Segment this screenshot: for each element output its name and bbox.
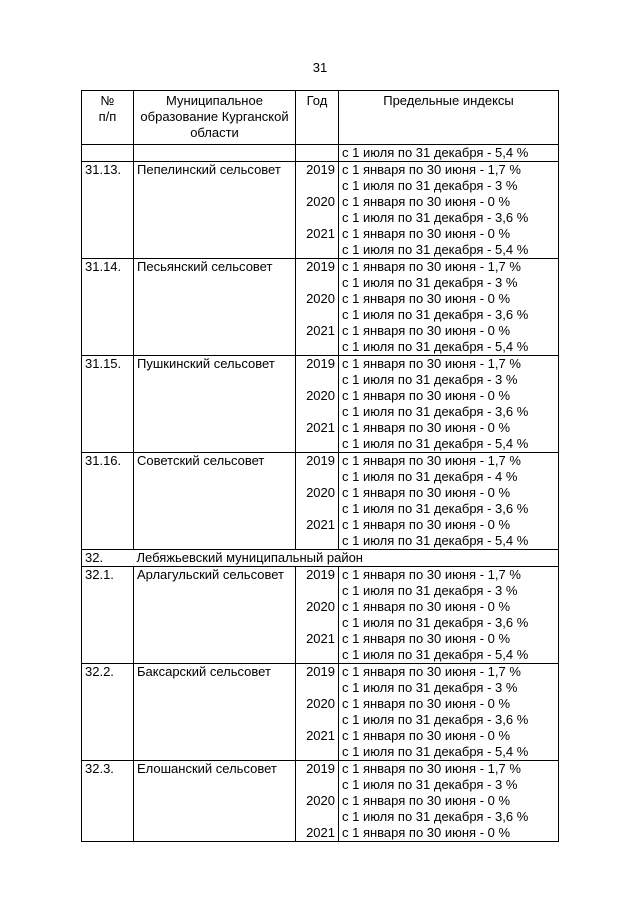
year-cell <box>296 664 339 761</box>
year-value: 2020 <box>306 194 335 209</box>
index-line: с 1 января по 30 июня - 0 % <box>342 825 511 840</box>
index-line: с 1 января по 30 июня - 0 % <box>342 194 511 209</box>
year-value: 2021 <box>306 728 335 743</box>
index-line: с 1 июля по 31 декабря - 3,6 % <box>342 501 529 516</box>
year-value: 2021 <box>306 517 335 532</box>
municipality-name: Песьянский сельсовет <box>134 259 296 356</box>
year-value <box>299 469 335 485</box>
index-line: с 1 января по 30 июня - 0 % <box>342 226 511 241</box>
table-row <box>82 259 559 356</box>
year-value: 2020 <box>306 485 335 500</box>
year-value <box>299 275 335 291</box>
year-value: 2019 <box>306 356 335 371</box>
index-line: с 1 июля по 31 декабря - 4 % <box>342 469 518 484</box>
index-line: с 1 января по 30 июня - 1,7 % <box>342 567 521 582</box>
index-line: с 1 января по 30 июня - 0 % <box>342 517 511 532</box>
tariff-index-table <box>81 90 559 842</box>
index-line: с 1 июля по 31 декабря - 3 % <box>342 583 518 598</box>
continuation-index: с 1 июля по 31 декабря - 5,4 % <box>339 145 559 162</box>
district-row <box>82 550 559 567</box>
index-line: с 1 января по 30 июня - 0 % <box>342 420 511 435</box>
index-line: с 1 января по 30 июня - 0 % <box>342 696 511 711</box>
indexes-cell <box>339 664 559 761</box>
municipality-name: Пушкинский сельсовет <box>134 356 296 453</box>
index-line: с 1 июля по 31 декабря - 3,6 % <box>342 210 529 225</box>
year-value <box>299 777 335 793</box>
index-line: с 1 января по 30 июня - 0 % <box>342 323 511 338</box>
index-line: с 1 января по 30 июня - 1,7 % <box>342 162 521 177</box>
row-number: 31.15. <box>82 356 134 453</box>
year-value <box>299 809 335 825</box>
row-number: 32.1. <box>82 567 134 664</box>
indexes-cell <box>339 259 559 356</box>
index-line: с 1 июля по 31 декабря - 5,4 % <box>342 744 529 759</box>
year-value: 2021 <box>306 420 335 435</box>
index-line: с 1 июля по 31 декабря - 3,6 % <box>342 615 529 630</box>
header-indexes: Предельные индексы <box>339 91 559 145</box>
year-value <box>299 533 335 549</box>
indexes-cell <box>339 162 559 259</box>
year-value <box>299 680 335 696</box>
index-line: с 1 января по 30 июня - 0 % <box>342 388 511 403</box>
table-row <box>82 567 559 664</box>
year-value: 2019 <box>306 259 335 274</box>
index-line: с 1 января по 30 июня - 0 % <box>342 793 511 808</box>
year-value: 2019 <box>306 453 335 468</box>
district-number: 32. <box>82 550 134 567</box>
indexes-cell <box>339 761 559 842</box>
year-value <box>299 501 335 517</box>
year-value <box>299 307 335 323</box>
year-cell <box>296 162 339 259</box>
indexes-cell <box>339 356 559 453</box>
table-row <box>82 162 559 259</box>
table-row <box>82 761 559 842</box>
year-value: 2019 <box>306 761 335 776</box>
year-value <box>299 436 335 452</box>
table-row <box>82 664 559 761</box>
year-value: 2021 <box>306 825 335 840</box>
municipality-name: Елошанский сельсовет <box>134 761 296 842</box>
year-value <box>299 744 335 760</box>
row-number: 31.14. <box>82 259 134 356</box>
year-value: 2021 <box>306 631 335 646</box>
year-value: 2019 <box>306 567 335 582</box>
index-line: с 1 июля по 31 декабря - 3 % <box>342 275 518 290</box>
year-value: 2019 <box>306 162 335 177</box>
year-value <box>299 712 335 728</box>
municipality-name: Советский сельсовет <box>134 453 296 550</box>
index-line: с 1 января по 30 июня - 0 % <box>342 599 511 614</box>
index-line: с 1 июля по 31 декабря - 3,6 % <box>342 307 529 322</box>
year-cell <box>296 567 339 664</box>
year-value: 2020 <box>306 388 335 403</box>
year-cell <box>296 453 339 550</box>
table-row <box>82 356 559 453</box>
table-header-row <box>82 91 559 145</box>
year-value <box>299 583 335 599</box>
row-number: 31.13. <box>82 162 134 259</box>
header-municipality: Муниципальное образование Курганской области <box>134 91 296 145</box>
index-line: с 1 января по 30 июня - 1,7 % <box>342 259 521 274</box>
index-line: с 1 января по 30 июня - 1,7 % <box>342 664 521 679</box>
row-number: 32.2. <box>82 664 134 761</box>
year-value <box>299 178 335 194</box>
index-line: с 1 июля по 31 декабря - 3 % <box>342 777 518 792</box>
index-line: с 1 января по 30 июня - 1,7 % <box>342 356 521 371</box>
year-value: 2019 <box>306 664 335 679</box>
year-value: 2020 <box>306 291 335 306</box>
table-row <box>82 453 559 550</box>
header-num: № п/п <box>82 91 134 145</box>
index-line: с 1 июля по 31 декабря - 3 % <box>342 372 518 387</box>
year-value: 2021 <box>306 226 335 241</box>
continuation-row <box>82 145 559 162</box>
municipality-name: Арлагульский сельсовет <box>134 567 296 664</box>
index-line: с 1 января по 30 июня - 0 % <box>342 485 511 500</box>
year-cell <box>296 761 339 842</box>
row-number: 32.3. <box>82 761 134 842</box>
index-line: с 1 января по 30 июня - 1,7 % <box>342 761 521 776</box>
year-cell <box>296 356 339 453</box>
district-name: Лебяжьевский муниципальный район <box>134 550 559 567</box>
index-line: с 1 июля по 31 декабря - 5,4 % <box>342 242 529 257</box>
index-line: с 1 января по 30 июня - 1,7 % <box>342 453 521 468</box>
index-line: с 1 июля по 31 декабря - 5,4 % <box>342 647 529 662</box>
index-line: с 1 июля по 31 декабря - 3,6 % <box>342 809 529 824</box>
municipality-name: Пепелинский сельсовет <box>134 162 296 259</box>
index-line: с 1 января по 30 июня - 0 % <box>342 728 511 743</box>
year-value <box>299 210 335 226</box>
year-cell <box>296 259 339 356</box>
year-value: 2020 <box>306 696 335 711</box>
index-line: с 1 июля по 31 декабря - 5,4 % <box>342 436 529 451</box>
index-line: с 1 июля по 31 декабря - 3 % <box>342 680 518 695</box>
year-value: 2021 <box>306 323 335 338</box>
indexes-cell <box>339 567 559 664</box>
year-value <box>299 647 335 663</box>
header-year: Год <box>296 91 339 145</box>
year-value <box>299 339 335 355</box>
index-line: с 1 июля по 31 декабря - 3 % <box>342 178 518 193</box>
year-value: 2020 <box>306 599 335 614</box>
indexes-cell <box>339 453 559 550</box>
municipality-name: Баксарский сельсовет <box>134 664 296 761</box>
year-value: 2020 <box>306 793 335 808</box>
index-line: с 1 июля по 31 декабря - 5,4 % <box>342 533 529 548</box>
row-number: 31.16. <box>82 453 134 550</box>
index-line: с 1 января по 30 июня - 0 % <box>342 631 511 646</box>
year-value <box>299 404 335 420</box>
index-line: с 1 июля по 31 декабря - 3,6 % <box>342 404 529 419</box>
index-line: с 1 января по 30 июня - 0 % <box>342 291 511 306</box>
page-number: 31 <box>312 60 328 75</box>
index-line: с 1 июля по 31 декабря - 5,4 % <box>342 339 529 354</box>
index-line: с 1 июля по 31 декабря - 3,6 % <box>342 712 529 727</box>
year-value <box>299 615 335 631</box>
year-value <box>299 242 335 258</box>
year-value <box>299 372 335 388</box>
